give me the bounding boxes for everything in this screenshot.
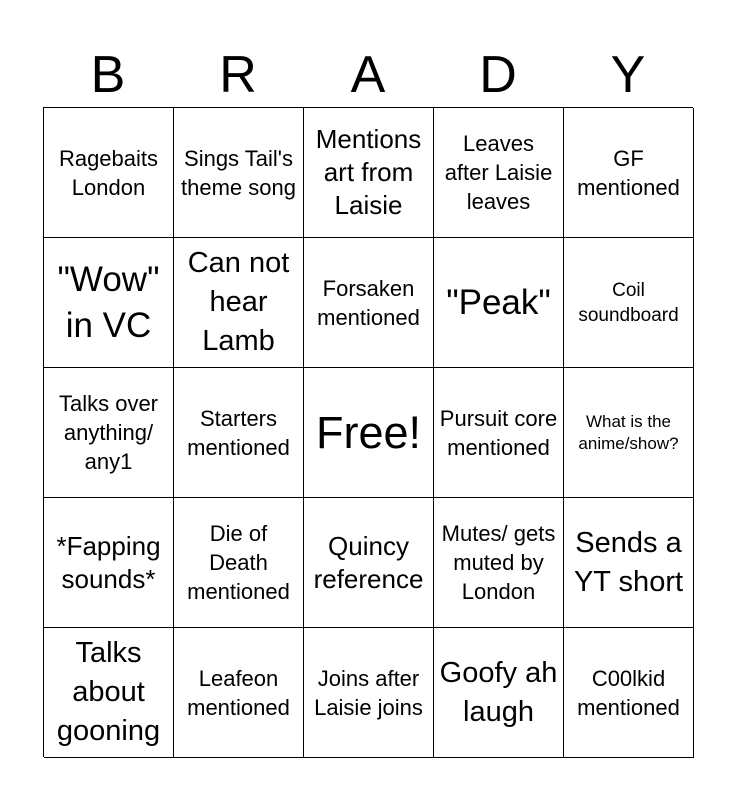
cell-text: Sings Tail's theme song: [181, 145, 296, 200]
header-letter-b: B: [90, 46, 126, 104]
cell-text: Forsaken mentioned: [317, 275, 420, 330]
bingo-cell[interactable]: [434, 108, 564, 238]
bingo-cell[interactable]: [564, 368, 694, 498]
bingo-cell[interactable]: [564, 498, 694, 628]
cell-text: "Wow" in VC: [57, 259, 160, 345]
bingo-cell[interactable]: [174, 368, 304, 498]
header-letter-y: Y: [610, 46, 646, 104]
cell-text: Coil soundboard: [578, 279, 679, 326]
free-space-cell[interactable]: [304, 368, 434, 498]
bingo-cell[interactable]: [174, 498, 304, 628]
cell-text: Die of Death mentioned: [187, 521, 290, 604]
bingo-grid: [43, 107, 693, 757]
bingo-cell[interactable]: [434, 368, 564, 498]
bingo-cell[interactable]: [44, 498, 174, 628]
bingo-cell[interactable]: [434, 238, 564, 368]
cell-text: Mentions art from Laisie: [315, 124, 422, 220]
bingo-cell[interactable]: [304, 108, 434, 238]
cell-text: Goofy ah laugh: [439, 656, 558, 728]
free-space-text: Free!: [315, 406, 422, 458]
cell-text: Ragebaits London: [58, 145, 159, 200]
cell-text: Joins after Laisie joins: [314, 665, 423, 720]
cell-text: Talks about gooning: [56, 637, 161, 747]
bingo-cell[interactable]: [564, 108, 694, 238]
bingo-cell[interactable]: [304, 628, 434, 758]
cell-text: *Fapping sounds*: [56, 530, 161, 594]
cell-text: Mutes/ gets muted by London: [441, 521, 556, 604]
cell-text: What is the anime/show?: [578, 411, 679, 453]
bingo-header: [43, 44, 693, 106]
cell-text: Can not hear Lamb: [187, 247, 290, 357]
bingo-cell[interactable]: [434, 628, 564, 758]
bingo-cell[interactable]: [564, 238, 694, 368]
cell-text: Starters mentioned: [187, 405, 290, 460]
bingo-cell[interactable]: [174, 108, 304, 238]
bingo-cell[interactable]: [174, 238, 304, 368]
cell-text: Pursuit core mentioned: [439, 405, 558, 460]
bingo-cell[interactable]: [174, 628, 304, 758]
bingo-cell[interactable]: [44, 108, 174, 238]
cell-text: GF mentioned: [577, 145, 680, 200]
header-letter-a: A: [350, 46, 386, 104]
cell-text: Leafeon mentioned: [187, 665, 290, 720]
bingo-cell[interactable]: [44, 238, 174, 368]
cell-text: "Peak": [446, 282, 551, 322]
bingo-cell[interactable]: [564, 628, 694, 758]
cell-text: Talks over anything/ any1: [58, 391, 159, 474]
bingo-cell[interactable]: [304, 238, 434, 368]
header-letter-d: D: [479, 46, 517, 104]
bingo-cell[interactable]: [304, 498, 434, 628]
bingo-cell[interactable]: [434, 498, 564, 628]
header-letter-r: R: [219, 46, 257, 104]
cell-text: Sends a YT short: [573, 526, 684, 598]
cell-text: Leaves after Laisie leaves: [444, 131, 553, 214]
bingo-cell[interactable]: [44, 368, 174, 498]
bingo-cell[interactable]: [44, 628, 174, 758]
cell-text: Quincy reference: [313, 530, 424, 594]
cell-text: C00lkid mentioned: [577, 665, 680, 720]
